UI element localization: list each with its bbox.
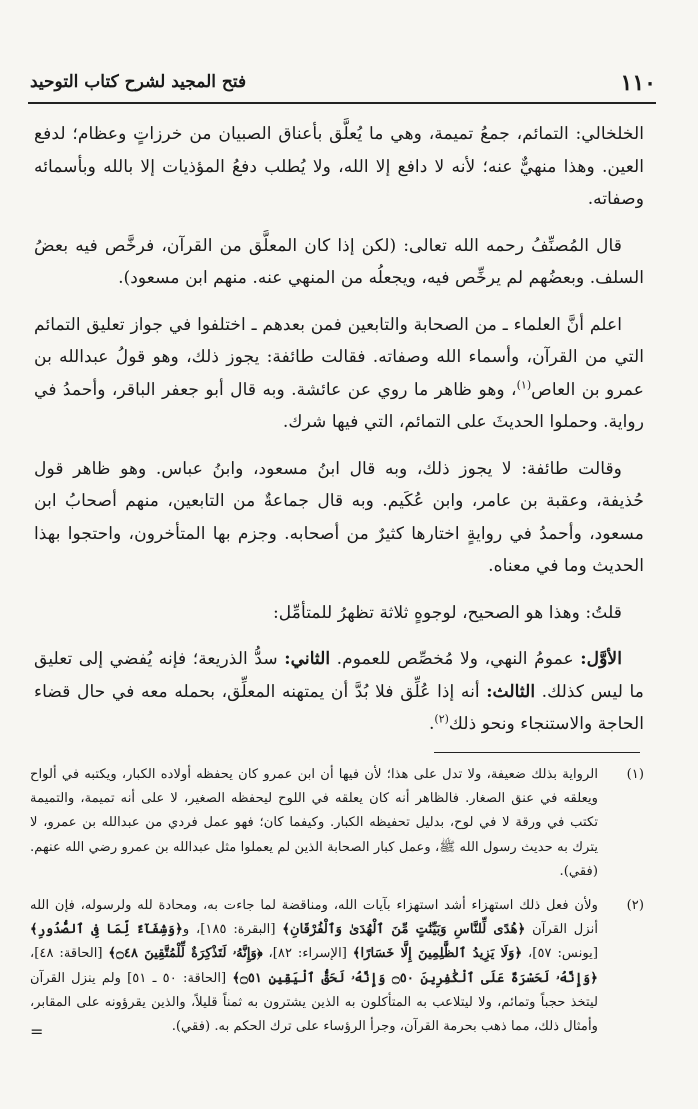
quran-verse: ﴿وَإِنَّهُۥ لَحَسْرَةٌ عَلَى ٱلْكَٰفِرِينَ ۝٥٠ وَإِنَّهُۥ لَحَقُّ ٱلْيَقِينِ ۝٥١﴾ [232, 970, 599, 986]
point-text: أنه إذا عُلِّق فلا بُدَّ أن يمتهنه المعلِّق، بحمله معه في حال قضاء الحاجة والاستنجاء ونحو ذلك [34, 681, 644, 734]
paragraph-text: اعلم أنَّ العلماء ـ من الصحابة والتابعين فمن بعدهم ـ اختلفوا في جواز تعليق التمائم التي من القرآن، وأسماء الله وصفاته. فقالت طائفة: يجوز ذلك، وهو قولُ عبدالله بن عمرو بن العاص [34, 314, 644, 400]
verse-reference: [الإسراء: ٨٢]، [262, 946, 353, 962]
footnote-reference: (١) [516, 377, 532, 391]
point-text: سدُّ الذريعة؛ فإنه يُفضي إلى تعليق ما ليس كذلك. [34, 649, 644, 702]
footnotes [30, 763, 644, 1049]
quran-verse: ﴿وَشِفَآءٌ لِّمَا فِى ٱلصُّدُورِ﴾ [30, 922, 183, 938]
quran-verse: ﴿وَإِنَّهُۥ لَتَذْكِرَةٌ لِّلْمُتَّقِينَ ۝٤٨﴾ [108, 946, 263, 962]
footnote-number: (١) [626, 767, 644, 782]
paragraph: وقالت طائفة: لا يجوز ذلك، وبه قال ابنُ مسعود، وابنُ عباس. وهو ظاهر قول حُذيفة، وعقبة بن عامر، وابن عُكَيم. وبه قال جماعةٌ من التابعين، منهم أصحابُ ابن مسعود، وأحمدُ في روايةٍ اختارها كثيرٌ من أصحابه. وجزم بها المتأخرون، واحتجوا بهذا الحديث وما في معناه. [34, 458, 644, 576]
paragraph: قلتُ: وهذا هو الصحيح، لوجوهٍ ثلاثة تظهرُ للمتأمِّل: [272, 602, 622, 623]
point-label: الثالث: [486, 681, 536, 702]
footnote-text: ولأن فعل ذلك استهزاء أشد استهزاء بآيات الله، ومناقضة لما جاءت به، ومحادة لله ولرسوله، فإن الله أنزل القرآن [30, 898, 599, 938]
footnote-reference: (٢) [434, 712, 449, 726]
paragraph: الخلخالي: التمائم، جمعُ تميمة، وهي ما يُعلَّق بأعناق الصبيان من خرزاتٍ وعظام؛ لدفع العين. وهذا منهيٌّ عنه؛ لأنه لا دافع إلا الله، ولا يُطلب دفعُ المؤذيات إلا بالله وبأسمائه وصفاته. [34, 124, 644, 209]
main-text [34, 118, 644, 755]
footnote-number: (٢) [626, 898, 644, 914]
footnote [30, 894, 644, 1039]
paragraph-text: . [428, 714, 435, 734]
quran-verse: ﴿هُدًى لِّلنَّاسِ وَبَيِّنَٰتٍ مِّنَ ٱلْهُدَىٰ وَٱلْفُرْقَانِ﴾ [282, 922, 526, 938]
footnote-text: [الحاقة: ٥٠ ـ ٥١] ولم ينزل القرآن ليتخذ حجباً وتمائم، ولا ليتلاعب به المتأكلون به الذين يشترون به ثمناً قليلاً، والذين يقرؤونه على المقابر، وأمثال ذلك، مما ذهب بحرمة القرآن، وجرأ الرؤساء على ترك الحكم به. (فقي). [30, 970, 598, 1035]
quran-verse: ﴿وَلَا يَزِيدُ ٱلظَّٰلِمِينَ إِلَّا خَسَارًا﴾ [352, 946, 523, 962]
paragraph [34, 643, 644, 741]
point-text: عمومُ النهي، ولا مُخصِّص للعموم. [330, 649, 581, 669]
point-label: الأوَّل: [580, 649, 622, 669]
footnote-text: الرواية بذلك ضعيفة، ولا تدل على هذا؛ لأن فيها أن ابن عمرو كان يحفظه أولاده الكبار، ويكتبه في ألواح ويعلقه في عنق الصغار. فالظاهر أنه كان يعلقه في اللوح ليحفظه الصغير، لا على أنه تميمة، والتميمة تكتب في ورقة لا في لوح، بدليل تحفيظه الكبار. وكيفما كان؛ فهو عمل فردي من عبدالله بن عمرو، لا يترك به حديث رسول الله ﷺ، وعمل كبار الصحابة الذين لم يعملوا مثل عبدالله بن عمرو رضي الله عنهم. (فقي). [30, 767, 598, 879]
verse-reference: [يونس: ٥٧]، [522, 946, 599, 962]
footnote [30, 763, 644, 884]
point-label: الثاني: [284, 649, 331, 669]
page-header [28, 68, 656, 104]
paragraph [34, 309, 644, 439]
verse-reference: [الحاقة: ٤٨]، [30, 946, 109, 962]
footnote-divider [434, 752, 640, 753]
continuation-mark: = [30, 1022, 44, 1041]
running-title: فتح المجيد لشرح كتاب التوحيد [30, 72, 247, 92]
paragraph-text: ، وهو ظاهر ما روي عن عائشة. وبه قال أبو جعفر الباقر، وأحمدُ في رواية. وحملوا الحديثَ على التمائم، التي فيها شرك. [34, 379, 644, 432]
paragraph: قال المُصنِّفُ رحمه الله تعالى: (لكن إذا كان المعلَّق من القرآن، فرخَّص فيه بعضُ السلف. وبعضُهم لم يرخِّص فيه، ويجعلُه من المنهي عنه. منهم ابن مسعود). [34, 235, 644, 288]
verse-reference: [البقرة: ١٨٥]، و [182, 922, 283, 938]
page-number: ١١٠ [620, 70, 656, 96]
